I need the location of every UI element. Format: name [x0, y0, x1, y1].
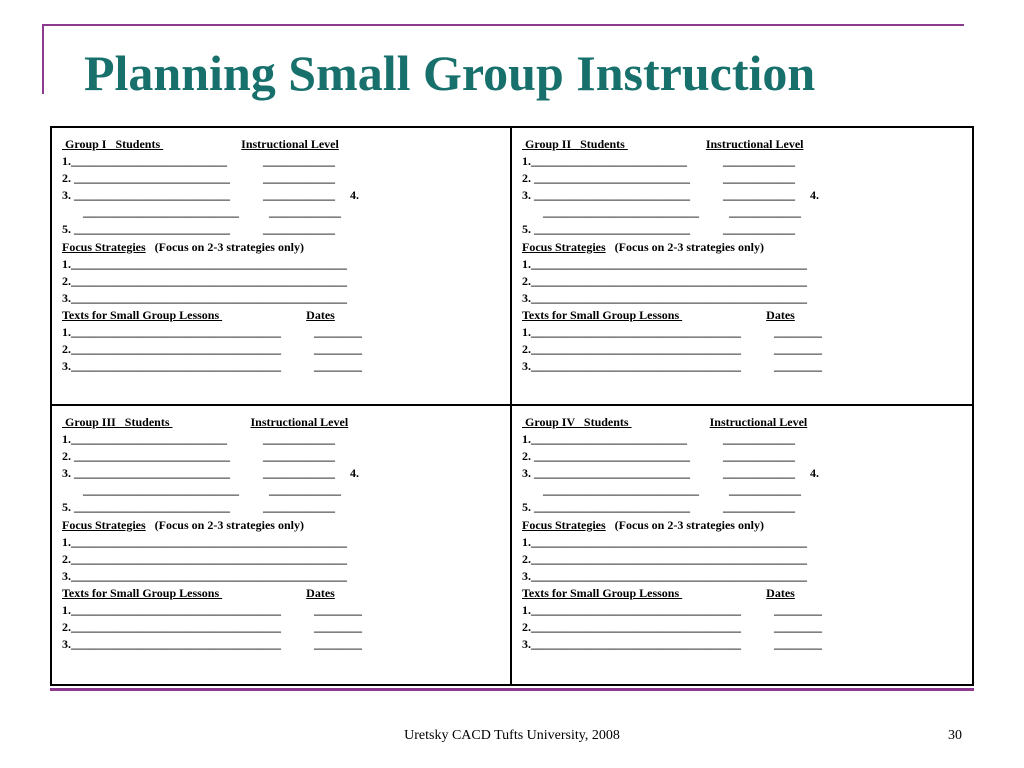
focus-note: (Focus on 2-3 strategies only) [605, 517, 764, 532]
student-line: 2. __________________________ ____________ [62, 449, 335, 464]
student-line: 1.__________________________ ____________ [62, 432, 335, 447]
group-students-heading: Group IV Students [522, 415, 632, 429]
student-line: 5. __________________________ ____________ [522, 500, 795, 515]
group-students-heading: Group II Students [522, 137, 628, 151]
focus-strategies-label: Focus Strategies [522, 517, 606, 532]
focus-line: 2.______________________________________________ [62, 551, 347, 566]
text-line: 3.___________________________________ ________ [522, 637, 822, 652]
focus-line: 2.______________________________________________ [62, 273, 347, 288]
group-header-row [62, 414, 506, 431]
student-line: 2. __________________________ ____________ [522, 449, 795, 464]
group-header-row [62, 136, 506, 153]
focus-line: 3.______________________________________________ [522, 290, 807, 305]
text-line: 3.___________________________________ ________ [522, 359, 822, 374]
text-line: 2.___________________________________ ________ [62, 620, 362, 635]
page-number: 30 [948, 728, 962, 743]
group-cell-2 [512, 128, 972, 406]
accent-bar-top [42, 24, 964, 26]
student-line: __________________________ ____________ [522, 483, 801, 498]
texts-header-row [522, 585, 968, 602]
focus-strategies-label: Focus Strategies [62, 517, 146, 532]
texts-label: Texts for Small Group Lessons [62, 585, 223, 600]
group-cell-3 [52, 406, 512, 684]
student-line: 2. __________________________ ____________ [522, 171, 795, 186]
student-line: 5. __________________________ ____________ [522, 222, 795, 237]
focus-header-row [522, 517, 968, 534]
student-line: 1.__________________________ ____________ [522, 154, 795, 169]
student-line: __________________________ ____________ [62, 483, 341, 498]
footer-credit: Uretsky CACD Tufts University, 2008 [404, 728, 620, 743]
dates-label: Dates [766, 585, 795, 600]
student-line: __________________________ ____________ [522, 205, 801, 220]
texts-label: Texts for Small Group Lessons [522, 585, 683, 600]
texts-header-row [62, 307, 506, 324]
focus-header-row [62, 239, 506, 256]
student-line: __________________________ ____________ [62, 205, 341, 220]
focus-strategies-label: Focus Strategies [62, 239, 146, 254]
focus-line: 1.______________________________________________ [522, 256, 807, 271]
focus-line: 3.______________________________________________ [62, 568, 347, 583]
text-line: 1.___________________________________ ________ [62, 603, 362, 618]
group-cell-1 [52, 128, 512, 406]
accent-bar-bottom [50, 688, 974, 691]
group-students-heading: Group III Students [62, 415, 173, 429]
group-header-row [522, 414, 968, 431]
text-line: 1.___________________________________ ________ [522, 603, 822, 618]
focus-header-row [522, 239, 968, 256]
student-line: 2. __________________________ ____________ [62, 171, 335, 186]
dates-label: Dates [766, 307, 795, 322]
focus-line: 2.______________________________________________ [522, 551, 807, 566]
texts-label: Texts for Small Group Lessons [522, 307, 683, 322]
student-line: 3. __________________________ ____________ 4. [62, 466, 359, 481]
student-line: 3. __________________________ ____________ 4. [522, 466, 819, 481]
focus-note: (Focus on 2-3 strategies only) [605, 239, 764, 254]
group-planning-table [50, 126, 974, 686]
focus-note: (Focus on 2-3 strategies only) [145, 517, 304, 532]
focus-header-row [62, 517, 506, 534]
focus-line: 1.______________________________________________ [522, 534, 807, 549]
instructional-level-heading: Instructional Level [705, 137, 804, 151]
focus-strategies-label: Focus Strategies [522, 239, 606, 254]
student-line: 5. __________________________ ____________ [62, 222, 335, 237]
instructional-level-heading: Instructional Level [250, 415, 349, 429]
focus-line: 1.______________________________________________ [62, 256, 347, 271]
student-line: 3. __________________________ ____________ 4. [522, 188, 819, 203]
student-line: 1.__________________________ ____________ [522, 432, 795, 447]
group-header-row [522, 136, 968, 153]
focus-line: 3.______________________________________________ [522, 568, 807, 583]
focus-note: (Focus on 2-3 strategies only) [145, 239, 304, 254]
texts-header-row [62, 585, 506, 602]
student-line: 5. __________________________ ____________ [62, 500, 335, 515]
text-line: 1.___________________________________ ________ [522, 325, 822, 340]
focus-line: 1.______________________________________________ [62, 534, 347, 549]
text-line: 3.___________________________________ ________ [62, 359, 362, 374]
focus-line: 3.______________________________________________ [62, 290, 347, 305]
slide-title: Planning Small Group Instruction [84, 45, 816, 101]
group-cell-4 [512, 406, 972, 684]
focus-line: 2.______________________________________________ [522, 273, 807, 288]
student-line: 1.__________________________ ____________ [62, 154, 335, 169]
text-line: 2.___________________________________ ________ [62, 342, 362, 357]
text-line: 2.___________________________________ ________ [522, 342, 822, 357]
dates-label: Dates [306, 585, 335, 600]
accent-bar-vertical [42, 24, 44, 94]
student-line: 3. __________________________ ____________ 4. [62, 188, 359, 203]
instructional-level-heading: Instructional Level [709, 415, 808, 429]
group-students-heading: Group I Students [62, 137, 164, 151]
text-line: 3.___________________________________ ________ [62, 637, 362, 652]
texts-header-row [522, 307, 968, 324]
texts-label: Texts for Small Group Lessons [62, 307, 223, 322]
dates-label: Dates [306, 307, 335, 322]
text-line: 1.___________________________________ ________ [62, 325, 362, 340]
instructional-level-heading: Instructional Level [241, 137, 339, 151]
text-line: 2.___________________________________ ________ [522, 620, 822, 635]
